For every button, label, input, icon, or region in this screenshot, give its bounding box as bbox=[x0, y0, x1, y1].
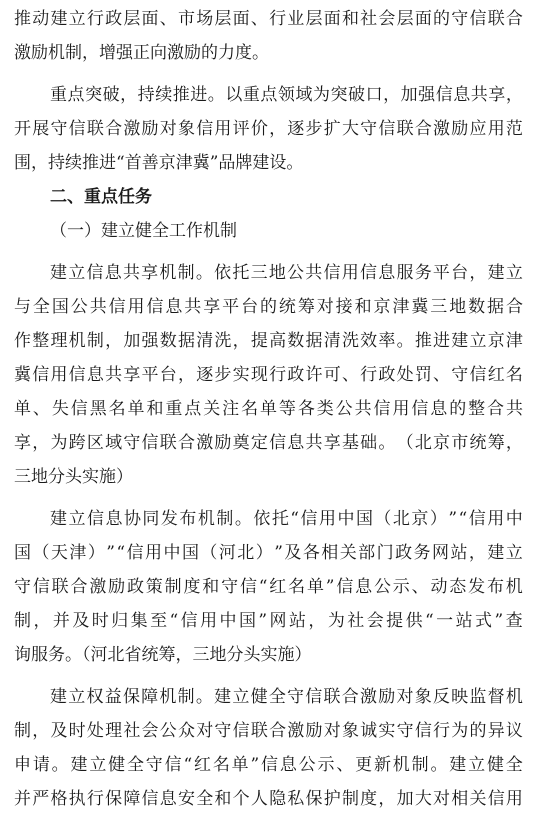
paragraph-line: 激励机制，增强正向激励的力度。 bbox=[14, 43, 269, 63]
paragraph-line: 制 ， 及 时 处 理 社 会 公 众 对 守 信 联 合 激 励 对 象 诚 实 守 信 行 为 的 异 议 bbox=[14, 721, 523, 741]
paragraph-line: 围，持续推进“首善京津冀”品牌建设。 bbox=[14, 153, 304, 173]
paragraph-line: 与 全 国 公 共 信 用 信 息 共 享 平 台 的 统 筹 对 接 和 京 津 冀 三 地 数 据 合 bbox=[14, 297, 523, 317]
paragraph-line: 申 请 。 建 立 健 全 守 信 “ 红 名 单 ” 信 息 公 示 、 更 新 机 制 。 建 立 健 全 bbox=[14, 755, 523, 775]
paragraph-line: 三地分头实施） bbox=[14, 467, 133, 487]
section-heading: 二、重点任务 bbox=[50, 187, 152, 207]
paragraph-line: 并 严 格 执 行 保 障 信 息 安 全 和 个 人 隐 私 保 护 制 度 ， 加 大 对 相 关 信 用 bbox=[14, 789, 523, 809]
paragraph-line: 单 、 失 信 黑 名 单 和 重 点 关 注 名 单 等 各 类 公 共 信 用 信 息 的 整 合 共 bbox=[14, 399, 523, 419]
paragraph-line: 开 展 守 信 联 合 激 励 对 象 信 用 评 价 ， 逐 步 扩 大 守 信 联 合 激 励 应 用 范 bbox=[14, 119, 523, 139]
paragraph-line: 建 立 信 息 协 同 发 布 机 制 。 依 托 “ 信 用 中 国 （ 北 京 ） ” “ 信 用 中 bbox=[50, 509, 523, 529]
paragraph-line: 建 立 信 息 共 享 机 制 。 依 托 三 地 公 共 信 用 信 息 服 务 平 台 ， 建 立 bbox=[50, 263, 523, 283]
paragraph-line: 重 点 突 破 ， 持 续 推 进 。 以 重 点 领 域 为 突 破 口 ， 加 强 信 息 共 享 ， bbox=[50, 85, 523, 105]
paragraph-line: 询服务。（河北省统筹，三地分头实施） bbox=[14, 645, 312, 665]
paragraph-line: 国 （ 天 津 ） ” “ 信 用 中 国 （ 河 北 ） ” 及 各 相 关 部 门 政 务 网 站 ， 建 立 bbox=[14, 543, 523, 563]
paragraph-line: 建 立 权 益 保 障 机 制 。 建 立 健 全 守 信 联 合 激 励 对 象 反 映 监 督 机 bbox=[50, 687, 523, 707]
paragraph-line: 作 整 理 机 制 ， 加 强 数 据 清 洗 ， 提 高 数 据 清 洗 效 率 。 推 进 建 立 京 津 bbox=[14, 331, 523, 351]
paragraph-line: 享 ， 为 跨 区 域 守 信 联 合 激 励 奠 定 信 息 共 享 基 础 。 （ 北 京 市 统 筹 ， bbox=[14, 433, 523, 453]
paragraph-line: 推 动 建 立 行 政 层 面 、 市 场 层 面 、 行 业 层 面 和 社 会 层 面 的 守 信 联 合 bbox=[14, 9, 523, 29]
paragraph-line: 守 信 联 合 激 励 政 策 制 度 和 守 信 “ 红 名 单 ” 信 息 公 示 、 动 态 发 布 机 bbox=[14, 577, 523, 597]
subsection-heading: （一）建立健全工作机制 bbox=[50, 221, 237, 241]
paragraph-line: 制 ， 并 及 时 归 集 至 “ 信 用 中 国 ” 网 站 ， 为 社 会 提 供 “ 一 站 式 ” 查 bbox=[14, 611, 523, 631]
paragraph-line: 冀 信 用 信 息 共 享 平 台 ， 逐 步 实 现 行 政 许 可 、 行 政 处 罚 、 守 信 红 名 bbox=[14, 365, 523, 385]
